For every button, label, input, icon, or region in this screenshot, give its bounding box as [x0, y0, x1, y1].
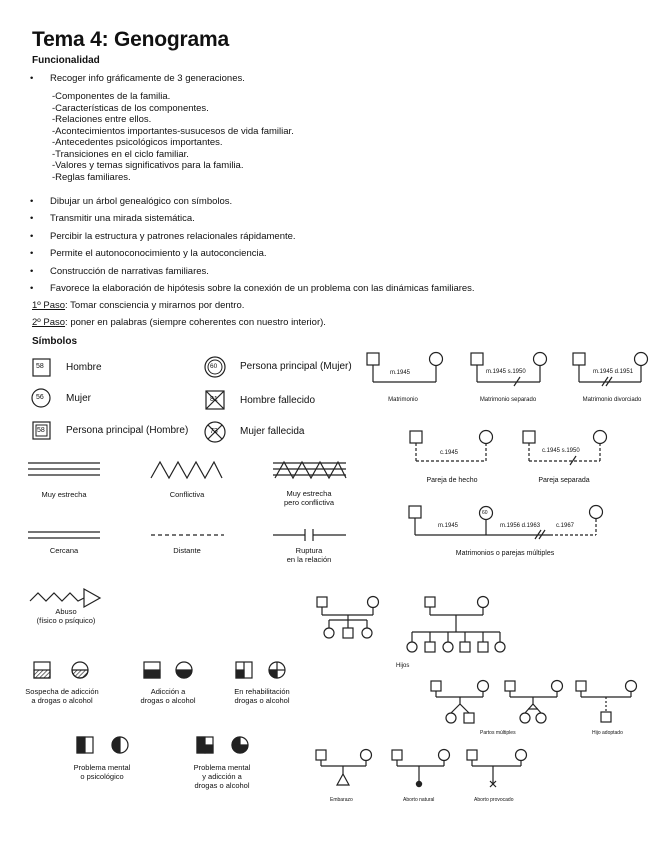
children-aborto-natural [392, 750, 450, 787]
bullet-text: Favorece la elaboración de hipótesis sobre la conexión de un problema con las dinámicas familiares. [50, 283, 475, 294]
bullet-marker: • [30, 266, 34, 277]
cap-aborto-provocado: Aborto provocado [474, 797, 514, 803]
cap-mental: Problema mental o psicológico [73, 763, 131, 781]
age-60-multiples: 60 [482, 510, 488, 516]
paso-1: 1º Paso: Tomar consciencia y mirarnos por dentro. [32, 300, 245, 311]
relation-conflictiva [151, 462, 222, 478]
age-56: 56 [36, 394, 44, 401]
age-60: 60 [210, 363, 218, 370]
sub-item: -Valores y temas significativos para la familia. [52, 160, 244, 171]
label-pp-hombre: Persona principal (Hombre) [66, 425, 189, 436]
sub-item: -Antecedentes psicológicos importantes. [52, 137, 223, 148]
mental-adiccion-icons [197, 737, 248, 753]
cap-aborto-natural: Aborto natural [403, 797, 435, 803]
age-58-index: 58 [37, 427, 45, 434]
cap-cercana: Cercana [49, 546, 79, 555]
cap-adiccion: Adicción a drogas o alcohol [140, 687, 196, 705]
age-73: 73 [210, 428, 218, 435]
cap-pareja-hecho: Pareja de hecho [426, 477, 478, 484]
bullet-marker: • [30, 248, 34, 259]
sub-item: -Acontecimientos importantes-susucesos de vida familiar. [52, 125, 294, 137]
cap-partos-multiples: Partos múltiples [480, 730, 516, 736]
cap-abuso: Abuso (físico o psíquico) [36, 607, 96, 625]
section-subtitle: Funcionalidad [32, 55, 100, 66]
sub-item: -Transiciones en el ciclo familiar. [52, 148, 189, 160]
bullet-marker: • [30, 196, 34, 207]
couple-matrimonio [367, 353, 443, 383]
age-58: 58 [36, 363, 44, 370]
rehabilitacion-icons [236, 662, 285, 678]
page-title: Tema 4: Genograma [32, 28, 229, 51]
relation-muy-estrecha [28, 463, 100, 475]
label-hombre: Hombre [66, 362, 102, 373]
label-pp-mujer: Persona principal (Mujer) [240, 361, 352, 372]
date-m1945-d1951: m.1945 d.1951 [593, 369, 634, 375]
cap-matrimonio-divorciado: Matrimonio divorciado [582, 397, 642, 403]
cap-matrimonio-separado: Matrimonio separado [479, 397, 537, 403]
bullet-text: Permite el autonoconocimiento y la autoconciencia. [50, 248, 267, 259]
relation-cercana [28, 532, 100, 538]
date-c1945-s1950: c.1945 s.1950 [542, 448, 580, 454]
cap-muy-estrecha-conflictiva: Muy estrecha pero conflictiva [283, 489, 335, 507]
bullet-text: Percibir la estructura y patrones relacionales rápidamente. [50, 231, 296, 242]
cap-embarazo: Embarazo [330, 797, 353, 803]
cap-rehab: En rehabilitación drogas o alcohol [234, 687, 290, 705]
date-c1967: c.1967 [556, 523, 575, 529]
bullet-marker: • [30, 283, 34, 294]
children-aborto-provocado [467, 750, 527, 788]
bullet-marker: • [30, 231, 34, 242]
cap-muy-estrecha: Muy estrecha [41, 490, 87, 499]
sub-item: -Componentes de la familia. [52, 91, 171, 102]
bullet-text: Dibujar un árbol genealógico con símbolos. [50, 196, 233, 207]
date-m1945-multi: m.1945 [438, 523, 459, 529]
sub-item: -Relaciones entre ellos. [52, 114, 152, 125]
cap-pareja-separada: Pareja separada [538, 477, 590, 484]
cap-distante: Distante [173, 546, 201, 555]
date-m1945: m.1945 [390, 370, 411, 376]
label-mujer-fallecida: Mujer fallecida [240, 426, 305, 437]
sospecha-adiccion-icons [34, 662, 88, 678]
cap-sospecha: Sospecha de adicción a drogas o alcohol [25, 687, 99, 705]
bullet-text: Transmitir una mirada sistemática. [50, 213, 195, 224]
relation-muy-estrecha-conflictiva [273, 462, 346, 478]
age-81: 81 [210, 396, 218, 403]
bullet-marker: • [30, 213, 34, 224]
bullet-text: Construcción de narrativas familiares. [50, 266, 209, 277]
children-hijos [407, 597, 505, 653]
cap-matrimonio: Matrimonio [388, 397, 418, 403]
paso-2: 2º Paso: poner en palabras (siempre coherentes con nuestro interior). [32, 317, 326, 328]
sub-item: -Reglas familiares. [52, 171, 131, 183]
children-adoptado [576, 681, 637, 723]
cap-ruptura: Ruptura en la relación [286, 546, 332, 564]
children-partos-multiples-2 [505, 681, 563, 724]
cap-multiples: Matrimonios o parejas múltiples [455, 550, 555, 557]
label-hombre-fallecido: Hombre fallecido [240, 395, 316, 406]
adiccion-icons [144, 662, 192, 678]
bullet-marker: • [30, 73, 34, 84]
cap-conflictiva: Conflictiva [169, 490, 205, 499]
label-mujer: Mujer [66, 393, 92, 404]
cap-mental-adiccion: Problema mental y adicción a drogas o alcohol [193, 763, 251, 790]
relation-abuso [30, 589, 100, 607]
date-m1945-s1950: m.1945 s.1950 [486, 369, 526, 375]
symbols-heading: Símbolos [32, 336, 78, 347]
sub-item: -Características de los componentes. [52, 102, 209, 114]
date-m1956-d1963: m.1956 d.1963 [500, 523, 541, 529]
date-c1945: c.1945 [440, 450, 459, 456]
children-partos-multiples-1 [431, 681, 489, 724]
problema-mental-icons [77, 737, 128, 753]
cap-hijo-adoptado: Hijo adoptado [592, 730, 623, 736]
cap-hijos: Hijos [396, 663, 410, 669]
relation-ruptura [273, 529, 346, 541]
children-small [317, 597, 379, 639]
bullet-text: Recoger info gráficamente de 3 generaciones. [50, 73, 245, 84]
children-embarazo [316, 750, 372, 786]
